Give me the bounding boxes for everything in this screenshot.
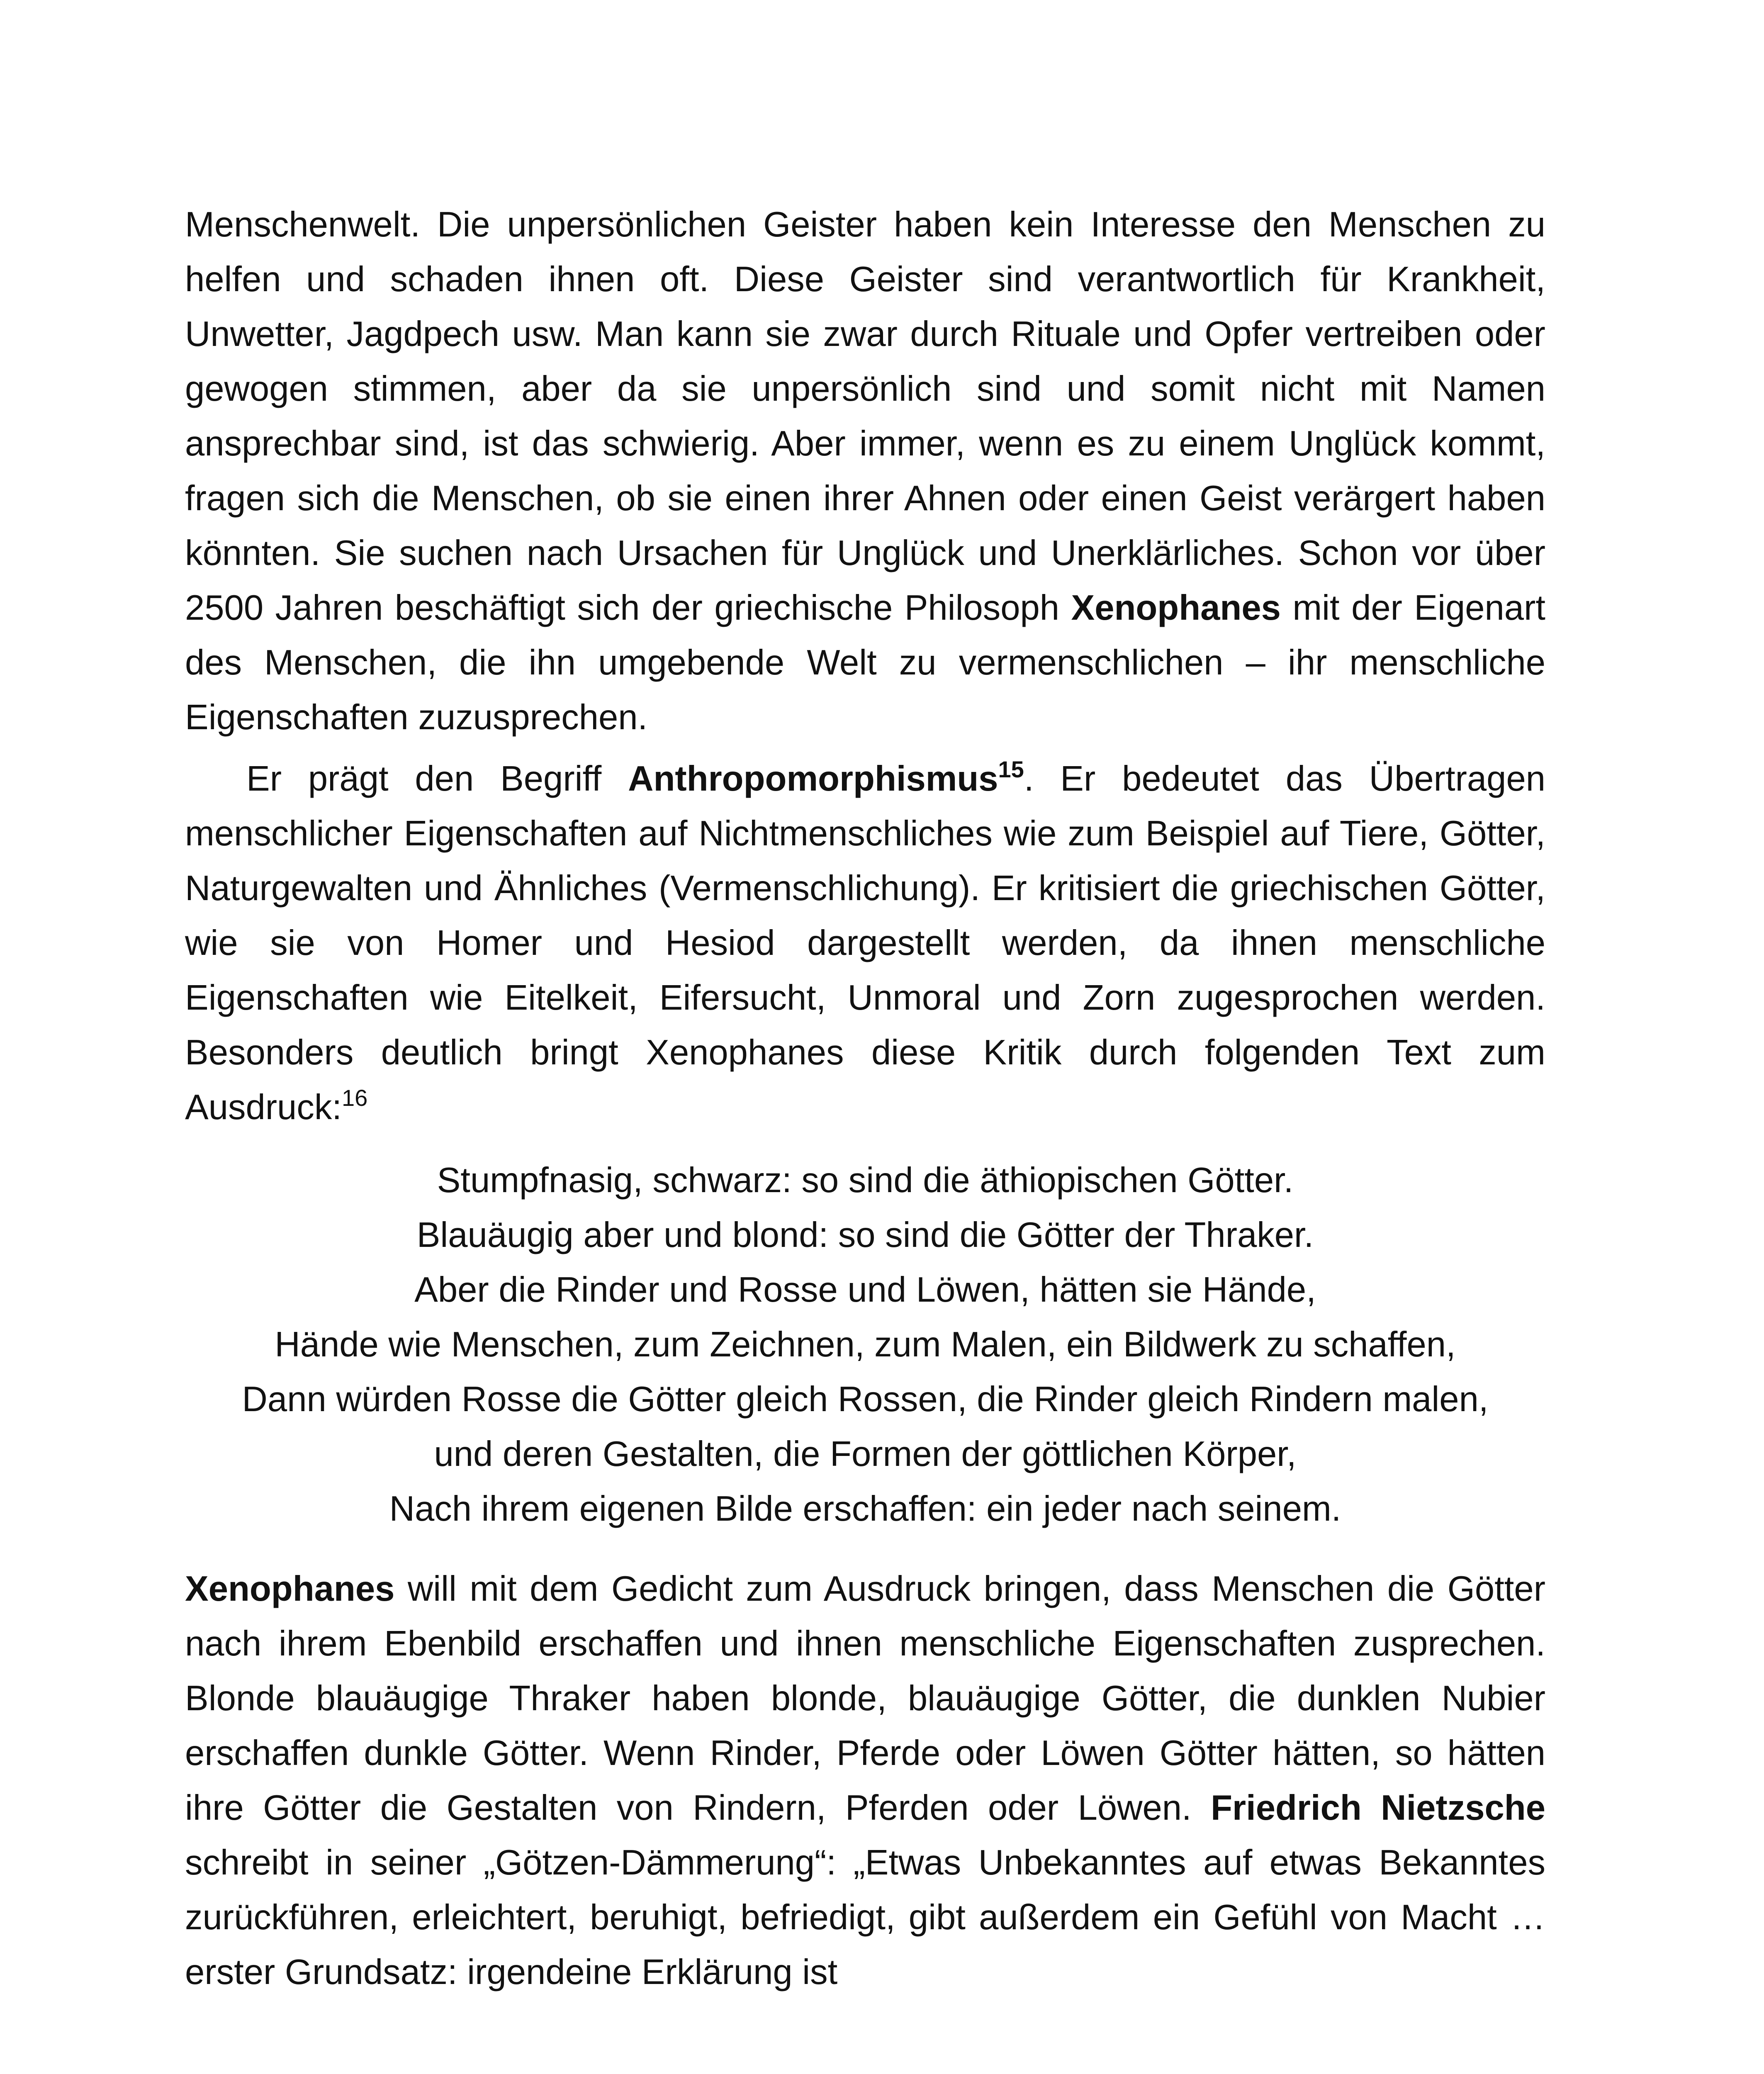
term-anthropomorphismus: Anthropomorphismus	[628, 759, 998, 798]
poem-line: Nach ihrem eigenen Bilde erschaffen: ein jeder nach seinem.	[389, 1489, 1341, 1529]
paragraph-3	[185, 1562, 1545, 2000]
paragraph-3-mid: will mit dem Gedicht zum Ausdruck bringen, dass Menschen die Götter nach ihrem Ebenbild erschaffen und ihnen menschliche Eigenschaften zusprechen. Blonde blauäugige Thraker haben blonde, blauäugige Götter, die dunklen Nubier erschaffen dunkle Götter. Wenn Rinder, Pferde oder Löwen Götter hätten, so hätten ihre Götter die Gestalten von Rindern, Pferden oder Löwen.	[185, 1569, 1545, 1828]
paragraph-1-text	[185, 197, 1545, 745]
paragraph-1-start: Menschenwelt. Die unpersönlichen Geister haben kein Interesse den Menschen zu helfen und schaden ihnen oft. Diese Geister sind verantwortlich für Krankheit, Unwetter, Jagdpech usw. Man kann sie zwar durch Rituale und Opfer vertreiben oder gewogen stimmen, aber da sie unpersönlich sind und somit nicht mit Namen ansprechbar sind, ist das schwierig. Aber immer, wenn es zu einem Unglück kommt, fragen sich die Menschen, ob sie einen ihrer Ahnen oder einen Geist verärgert haben könnten. Sie suchen nach Ursachen für Unglück und Unerklärliches. Schon vor über 2500 Jahren beschäftigt sich der griechische Philosoph	[185, 205, 1545, 628]
footnote-ref-15	[998, 756, 1024, 782]
paragraph-2-start: Er prägt den Begriff	[246, 759, 628, 798]
poem-quote	[185, 1153, 1545, 1536]
paragraph-3-text	[185, 1562, 1545, 2000]
poem-line: Aber die Rinder und Rosse und Löwen, hätten sie Hände,	[414, 1270, 1316, 1310]
poem-line: Stumpfnasig, schwarz: so sind die äthiopischen Götter.	[437, 1161, 1294, 1200]
name-xenophanes-2: Xenophanes	[185, 1569, 395, 1609]
paragraph-2-text	[185, 752, 1545, 1135]
paragraph-3-end: schreibt in seiner „Götzen-Dämmerung“: „Etwas Unbekanntes auf etwas Bekanntes zurückführen, erleichtert, beruhigt, befriedigt, gibt außerdem ein Gefühl von Macht … erster Grundsatz: irgendeine Erklärung ist	[185, 1843, 1545, 1992]
paragraph-1-end: mit der Eigenart des Menschen, die ihn umgebende Welt zu vermenschlichen – ihr menschliche Eigenschaften zuzusprechen.	[185, 588, 1545, 737]
paragraph-2-mid: . Er bedeutet das Übertragen menschlicher Eigenschaften auf Nichtmenschliches wie zum Beispiel auf Tiere, Götter, Naturgewalten und Ähnliches (Vermenschlichung). Er kritisiert die griechischen Götter, wie sie von Homer und Hesiod dargestellt werden, da ihnen menschliche Eigenschaften wie Eitelkeit, Eifersucht, Unmoral und Zorn zugesprochen werden. Besonders deutlich bringt Xenophanes diese Kritik durch folgenden Text zum Ausdruck:	[185, 759, 1545, 1127]
poem-line: und deren Gestalten, die Formen der göttlichen Körper,	[434, 1434, 1297, 1474]
footnote-ref-15-number: 15	[998, 756, 1024, 782]
name-xenophanes: Xenophanes	[1071, 588, 1281, 628]
paragraph-2	[185, 752, 1545, 1135]
poem-line: Hände wie Menschen, zum Zeichnen, zum Malen, ein Bildwerk zu schaffen,	[275, 1325, 1456, 1364]
name-nietzsche: Friedrich Nietzsche	[1211, 1788, 1545, 1828]
footnote-ref-16: 16	[341, 1085, 368, 1111]
poem-line: Blauäugig aber und blond: so sind die Götter der Thraker.	[416, 1215, 1314, 1255]
poem-line: Dann würden Rosse die Götter gleich Rossen, die Rinder gleich Rindern malen,	[242, 1380, 1489, 1419]
paragraph-1	[185, 197, 1545, 745]
